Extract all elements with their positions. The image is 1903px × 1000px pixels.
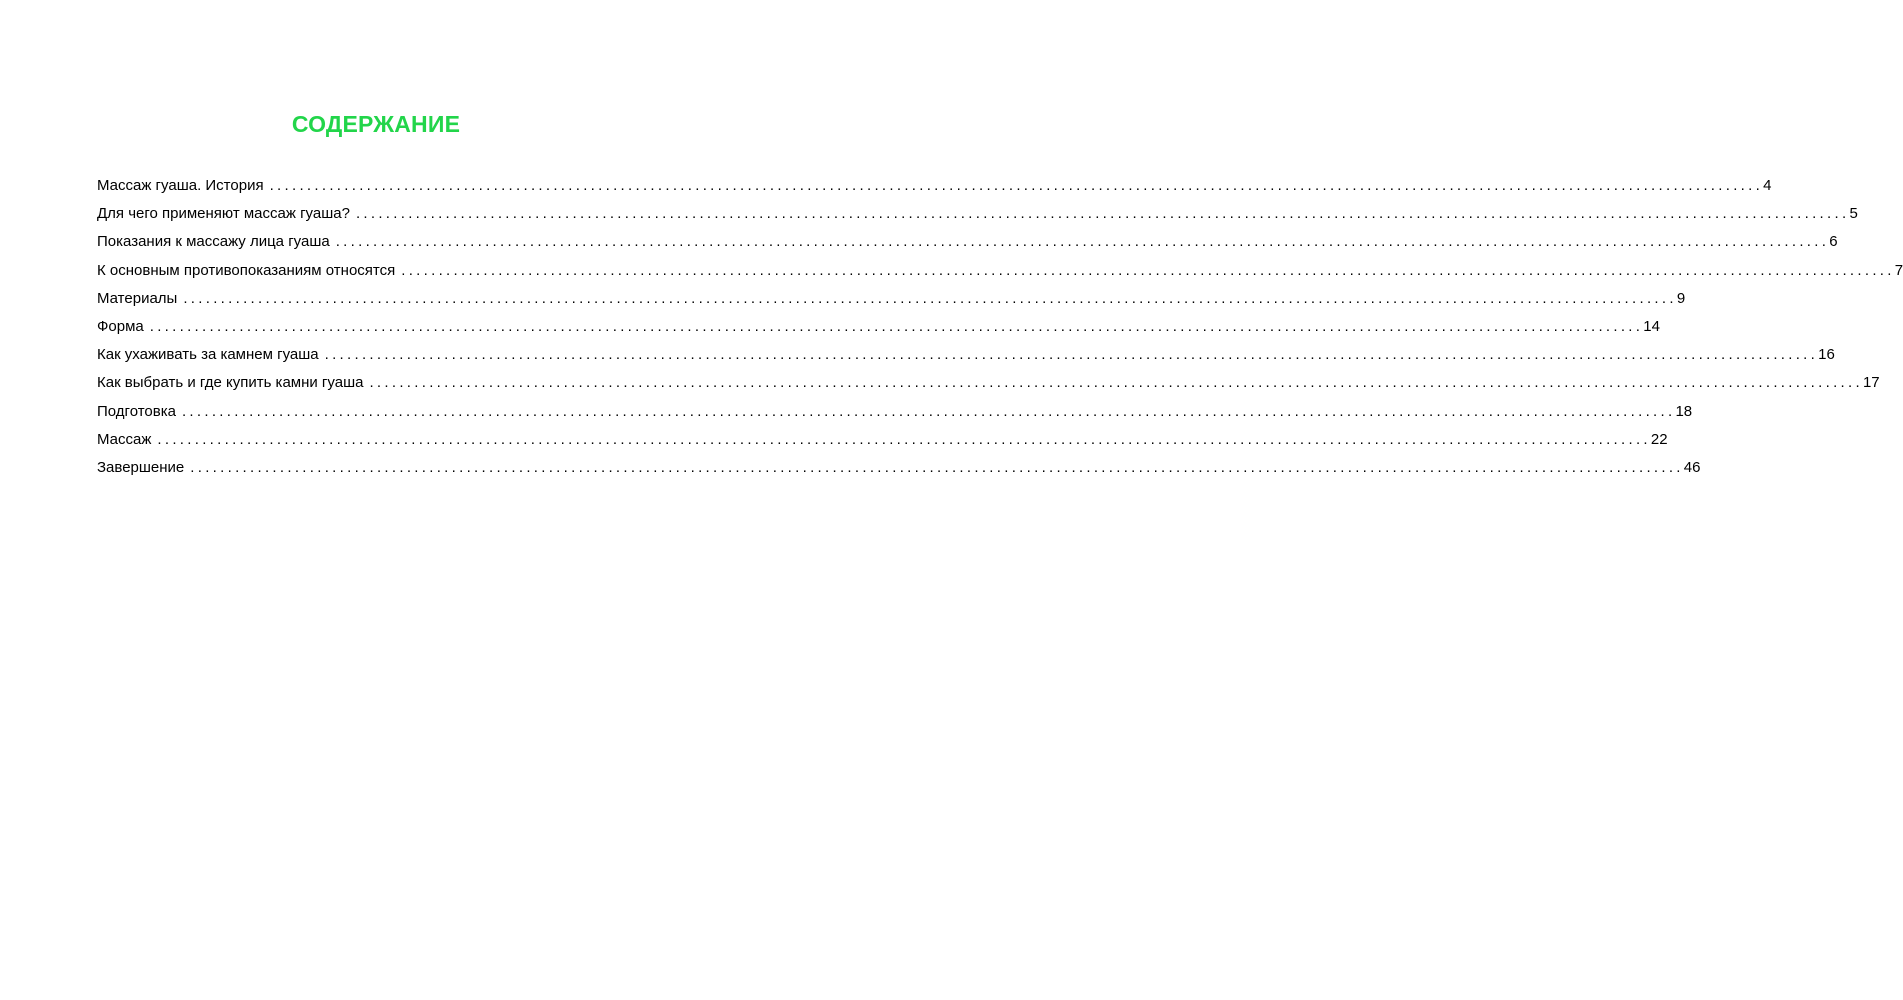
toc-entry-page: 46 xyxy=(1683,458,1701,476)
toc-entry[interactable] xyxy=(97,228,1838,256)
toc-entry[interactable] xyxy=(97,285,1686,313)
dot-leader: ........................................................................................................................................................................................................ xyxy=(149,317,1644,335)
dot-leader: ........................................................................................................................................................................................................ xyxy=(157,430,1651,448)
toc-entry-label: Показания к массажу лица гуаша xyxy=(97,233,330,251)
toc-entry-page: 16 xyxy=(1818,346,1835,364)
toc-entry-label: К основным противопоказаниям относятся xyxy=(97,261,396,279)
toc-entry-page: 7 xyxy=(1894,261,1903,279)
toc-entry-label: Для чего применяют массаж гуаша? xyxy=(97,205,350,223)
dot-leader: ........................................................................................................................................................................................................ xyxy=(190,458,1684,476)
toc-entry-page: 6 xyxy=(1829,233,1838,251)
toc-entry[interactable] xyxy=(97,257,1903,285)
toc-entry[interactable] xyxy=(97,454,1701,482)
toc-entry-page: 9 xyxy=(1676,289,1686,307)
toc-entry[interactable] xyxy=(97,369,1880,397)
toc-entry[interactable] xyxy=(97,426,1668,454)
toc-entry-page: 18 xyxy=(1675,402,1693,420)
dot-leader: ........................................................................................................................................................................................................ xyxy=(269,177,1764,194)
table-of-contents xyxy=(97,172,1903,482)
dot-leader: ........................................................................................................................................................................................................ xyxy=(355,205,1850,223)
toc-entry-page: 17 xyxy=(1862,374,1880,392)
toc-entry-label: Подготовка xyxy=(97,402,176,420)
toc-entry-label: Массаж xyxy=(97,430,152,448)
toc-entry-page: 22 xyxy=(1650,430,1668,448)
toc-entry-label: Как ухаживать за камнем гуаша xyxy=(97,346,319,364)
toc-entry-label: Завершение xyxy=(97,458,185,476)
dot-leader: ........................................................................................................................................................................................................ xyxy=(324,346,1819,364)
toc-entry-page: 14 xyxy=(1643,317,1660,335)
toc-entry-label: Массаж гуаша. История xyxy=(97,177,264,194)
toc-entry[interactable] xyxy=(97,313,1660,341)
toc-entry-label: Материалы xyxy=(97,289,178,307)
toc-entry-page: 4 xyxy=(1763,177,1772,194)
dot-leader: ........................................................................................................................................................................................................ xyxy=(183,289,1677,307)
toc-entry[interactable] xyxy=(97,200,1858,228)
dot-leader: ........................................................................................................................................................................................................ xyxy=(335,233,1830,251)
dot-leader: ........................................................................................................................................................................................................ xyxy=(401,261,1895,279)
toc-entry-label: Как выбрать и где купить камни гуаша xyxy=(97,374,364,392)
toc-entry-page: 5 xyxy=(1849,205,1858,223)
page-title: СОДЕРЖАНИЕ xyxy=(291,111,461,137)
toc-entry[interactable] xyxy=(97,172,1772,200)
toc-entry-label: Форма xyxy=(97,317,144,335)
toc-entry[interactable] xyxy=(97,341,1835,369)
dot-leader: ........................................................................................................................................................................................................ xyxy=(369,374,1863,392)
toc-entry[interactable] xyxy=(97,398,1693,426)
dot-leader: ........................................................................................................................................................................................................ xyxy=(181,402,1676,420)
